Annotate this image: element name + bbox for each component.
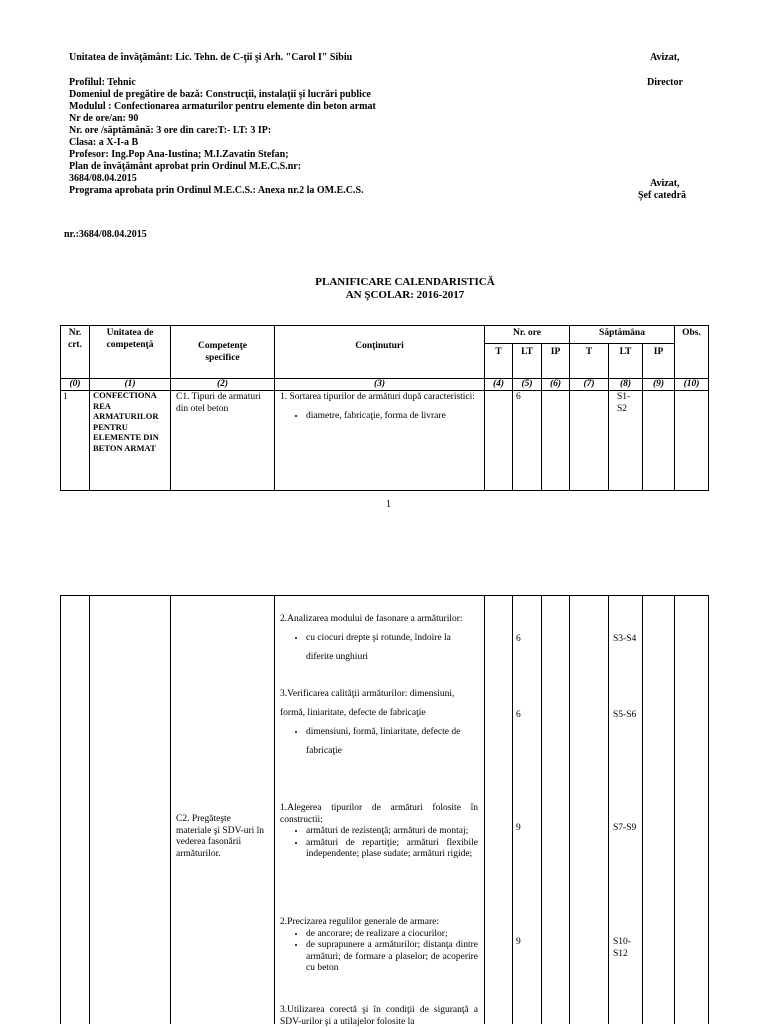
col-ip-header: IP [550,347,561,357]
content-item-list [280,723,480,761]
row1-nr: 1 [63,392,68,402]
col-competence-header: Competenţe specifice [197,341,248,363]
index-10: (10) [683,379,700,389]
row1-unit-line: CONFECTIONA [93,390,157,400]
item-week: S3-S4 [613,634,637,644]
col-nr-header: Nr. crt. [68,328,82,350]
item-lt-hours: 9 [516,937,521,947]
index-9: (9) [652,379,665,389]
competence-c2: C2. Pregăteşte materiale şi SDV-uri în vederea fasonării armăturilor. [176,814,265,859]
class: Clasa: a X-I-a B [69,137,139,148]
head-of-department-label: Şef catedră [638,190,687,201]
teacher: Profesor: Ing.Pop Ana-Iustina; M.I.Zavatin Stefan; [69,149,289,160]
item-lt-hours: 9 [516,823,521,833]
index-0: (0) [69,379,81,389]
content-item-bullet: • cu ciocuri drepte şi rotunde, îndoire la diferite unghiuri [306,629,480,667]
plan-number: 3684/08.04.2015 [69,173,137,184]
index-2: (2) [216,379,229,389]
header-info [69,77,389,197]
col-week-t-header: T [585,347,593,357]
content-item-list [280,929,478,975]
content-item-bullet: • dimensiuni, formă, liniaritate, defecte de fabricaţie [306,723,480,761]
col-t-header: T [495,347,502,357]
school-year: AN ŞCOLAR: 2016-2017 [345,289,465,301]
program: Programa aprobata prin Ordinul M.E.C.S.: Anexa nr.2 la OM.E.C.S. [69,185,364,196]
row1-unit [93,390,170,453]
content-item-bullet: • armături de rezistenţă; armături de montaj; [306,826,478,838]
item-lt-hours: 6 [516,710,521,720]
col-weeks-header: Săptămâna [599,328,645,338]
row1-unit-line: REA [93,400,111,411]
col-unit-header: Unitatea de competenţă [106,328,154,350]
content-item-title: 2.Analizarea modului de fasonare a armăturilor: [280,614,463,624]
content-item-bullet: • de ancorare; de realizare a ciocurilor; [306,929,478,941]
content-item-bullet: • armături de repartiţie; armături flexibile independente; plase sudate; armături rigide; [306,838,478,861]
row1-week: S1-S2 [617,392,631,414]
content-item-title: 3.Utilizarea corectă şi în condiţii de siguranţă a SDV-urilor şi a utilajelor folosite la [280,1005,478,1027]
content-item-title: 3.Verificarea calităţii armăturilor: dimensiuni, formă, liniaritate, defecte de fabricaţie [280,689,455,718]
row1-content [280,388,480,426]
row1-unit-line: PENTRU [93,421,128,432]
row1-unit-line: BETON ARMAT [93,442,156,453]
col-week-ip-header: IP [653,347,664,357]
col-lt-header: LT [521,347,533,357]
director-label: Director [647,77,683,88]
profile: Profilul: Tehnic [69,77,136,88]
item-week: S5-S6 [613,710,637,720]
row1-unit-line: ARMATURILOR [93,411,159,421]
content-item-list [280,629,480,667]
content-item [280,685,480,761]
content-item-title: 1.Alegerea tipurilor de armături folosite în constructii: [280,803,478,825]
school-unit: Unitatea de învăţământ: Lic. Tehn. de C-ţii şi Arh. "Carol I" Sibiu [69,52,353,63]
col-content-header: Conţinuturi [355,341,404,351]
row1-content-list [280,407,480,426]
col-week-lt-header: LT [619,347,632,357]
col-hours-header: Nr. ore [513,328,541,338]
row1-content-title: 1. Sortarea tipurilor de armături după caracteristici: [280,392,475,402]
row1-competence: C1. Tipuri de armaturi din otel beton [176,392,261,414]
domain: Domeniul de pregătire de bază: Construcţii, instalaţii şi lucrări publice [69,89,371,100]
index-5: (5) [521,379,533,389]
page-number: 1 [386,499,391,510]
row1-unit-line: ELEMENTE DIN [93,432,159,442]
row1-content-bullet: • diametre, fabricaţie, forma de livrare [306,407,480,426]
content-item-list [280,826,478,861]
content-item-title: 2.Precizarea regulilor generale de armare: [280,917,440,927]
content-item [280,1005,478,1028]
item-lt-hours: 6 [516,634,521,644]
item-week: S7-S9 [613,823,637,833]
index-8: (8) [619,379,632,389]
content-item [280,803,478,861]
hours-week: Nr. ore /săptămână: 3 ore din care:T:- LT: 3 IP: [69,125,272,136]
index-3: (3) [373,379,386,389]
index-7: (7) [583,379,595,389]
content-item-bullet: • de suprapunere a armăturilor; distanţa dintre armături; de formare a plaselor; de acoperire cu beton [306,940,478,975]
approved-director-label: Avizat, [650,52,680,63]
approved-head-label: Avizat, [650,178,680,189]
content-item [280,610,480,667]
content-item [280,917,478,975]
hours-year: Nr de ore/an: 90 [69,113,139,124]
plan: Plan de învăţământ aprobat prin Ordinul M.E.C.S.nr: [69,161,302,172]
index-4: (4) [492,379,505,389]
col-obs-header: Obs. [682,328,701,338]
index-1: (1) [124,379,136,389]
document-title: PLANIFICARE CALENDARISTICĂ [315,276,495,288]
row1-lt-hours: 6 [516,392,521,402]
module: Modulul : Confectionarea armaturilor pentru elemente din beton armat [69,101,376,112]
item-week: S10-S12 [613,937,631,959]
index-6: (6) [549,379,562,389]
program-number: nr.:3684/08.04.2015 [64,229,147,240]
